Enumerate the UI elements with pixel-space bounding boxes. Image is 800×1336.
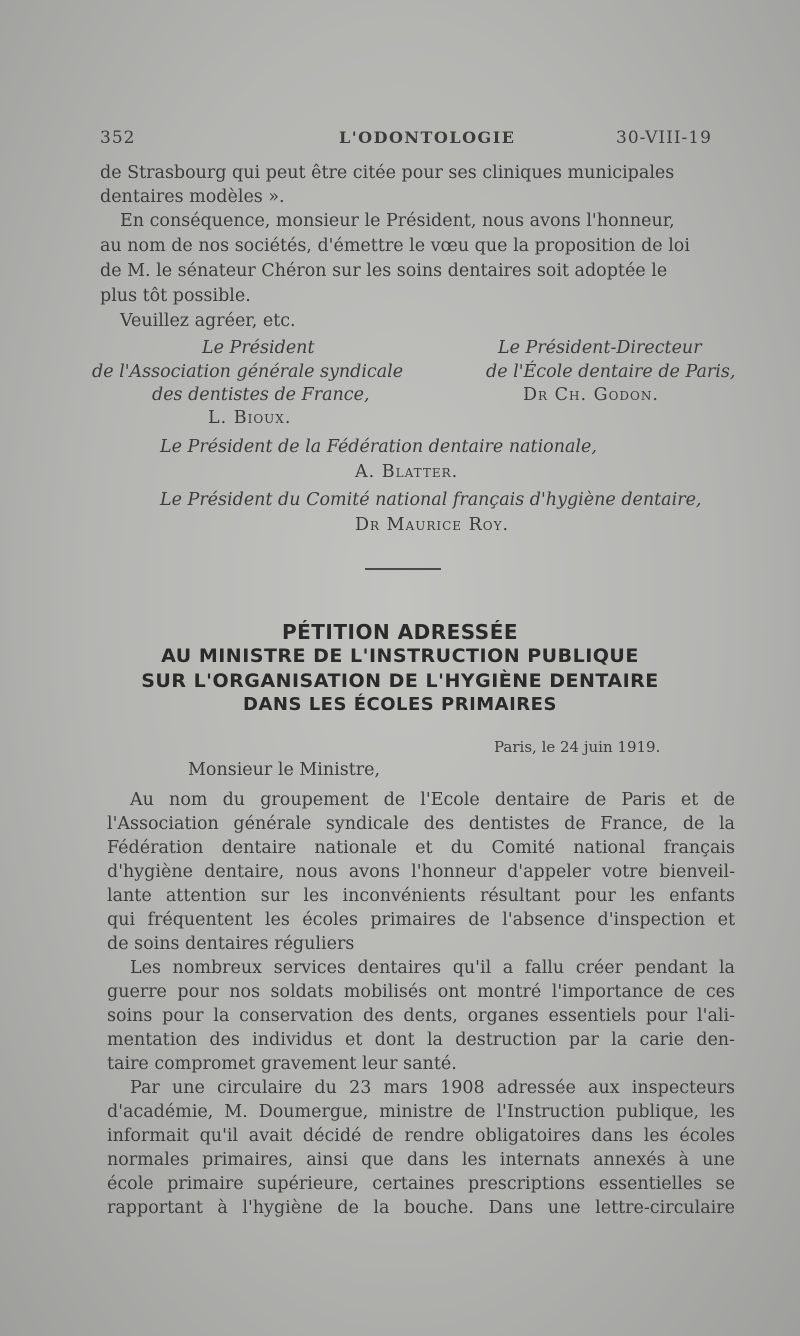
signature-org-right: de l'École dentaire de Paris,	[486, 362, 736, 382]
signature-name-right: Dr Ch. Godon.	[523, 385, 659, 405]
petition-title-line-4: DANS LES ÉCOLES PRIMAIRES	[243, 694, 557, 715]
letter-line: Veuillez agréer, etc.	[120, 311, 296, 331]
body-line: Les nombreux services dentaires qu'il a fallu créer pendant la	[130, 958, 735, 978]
body-line: Par une circulaire du 23 mars 1908 adressée aux inspecteurs	[130, 1078, 735, 1098]
letter-line: plus tôt possible.	[100, 286, 251, 306]
signature-name-comite: Dr Maurice Roy.	[355, 515, 510, 535]
letter-line: de Strasbourg qui peut être citée pour ses cliniques municipales	[100, 163, 675, 183]
petition-title-line-2: AU MINISTRE DE L'INSTRUCTION PUBLIQUE	[161, 645, 639, 667]
body-line: d'académie, M. Doumergue, ministre de l'Instruction publique, les	[107, 1102, 735, 1122]
issue-date: 30-VIII-19	[616, 128, 712, 148]
petition-title-line-1: PÉTITION ADRESSÉE	[281, 620, 519, 644]
letter-line: de M. le sénateur Chéron sur les soins dentaires soit adoptée le	[100, 261, 668, 281]
body-line: taire compromet gravement leur santé.	[107, 1054, 457, 1074]
body-line: école primaire supérieure, certaines prescriptions essentielles se	[107, 1174, 735, 1194]
signature-title-right: Le Président-Directeur	[498, 338, 702, 358]
petition-salutation: Monsieur le Ministre,	[188, 760, 381, 780]
page-number: 352	[100, 128, 136, 148]
section-divider	[365, 568, 441, 570]
body-line: d'hygiène dentaire, nous avons l'honneur d'appeler votre bienveil-	[107, 862, 735, 882]
body-line: qui fréquentent les écoles primaires de l'absence d'inspection et	[107, 910, 735, 930]
body-line: l'Association générale syndicale des dentistes de France, de la	[107, 814, 735, 834]
body-line: mentation des individus et dont la destruction par la carie den-	[107, 1030, 735, 1050]
signature-org-left-2: des dentistes de France,	[152, 385, 370, 405]
body-line: guerre pour nos soldats mobilisés ont montré l'importance de ces	[107, 982, 735, 1002]
signature-title-comite: Le Président du Comité national français d'hygiène dentaire,	[160, 490, 702, 510]
petition-dateline: Paris, le 24 juin 1919.	[494, 738, 661, 756]
signature-title-federation: Le Président de la Fédération dentaire nationale,	[160, 437, 597, 457]
letter-line: En conséquence, monsieur le Président, nous avons l'honneur,	[120, 211, 675, 231]
signature-title-left: Le Président	[202, 338, 315, 358]
body-line: lante attention sur les inconvénients résultant pour les enfants	[107, 886, 735, 906]
body-line: informait qu'il avait décidé de rendre obligatoires dans les écoles	[107, 1126, 735, 1146]
journal-title: L'ODONTOLOGIE	[339, 128, 516, 147]
letter-line: dentaires modèles ».	[100, 187, 285, 207]
petition-title-line-3: SUR L'ORGANISATION DE L'HYGIÈNE DENTAIRE	[141, 670, 659, 692]
body-line: Au nom du groupement de l'Ecole dentaire de Paris et de	[130, 790, 735, 810]
signature-name-left: L. Bioux.	[208, 408, 292, 428]
body-line: Fédération dentaire nationale et du Comité national français	[107, 838, 735, 858]
body-line: rapportant à l'hygiène de la bouche. Dans une lettre-circulaire	[107, 1198, 735, 1218]
signature-name-federation: A. Blatter.	[355, 462, 459, 482]
body-line: de soins dentaires réguliers	[107, 934, 355, 954]
letter-line: au nom de nos sociétés, d'émettre le vœu que la proposition de loi	[100, 236, 690, 256]
body-line: soins pour la conservation des dents, organes essentiels pour l'ali-	[107, 1006, 735, 1026]
body-line: normales primaires, ainsi que dans les internats annexés à une	[107, 1150, 735, 1170]
signature-org-left-1: de l'Association générale syndicale	[92, 362, 404, 382]
